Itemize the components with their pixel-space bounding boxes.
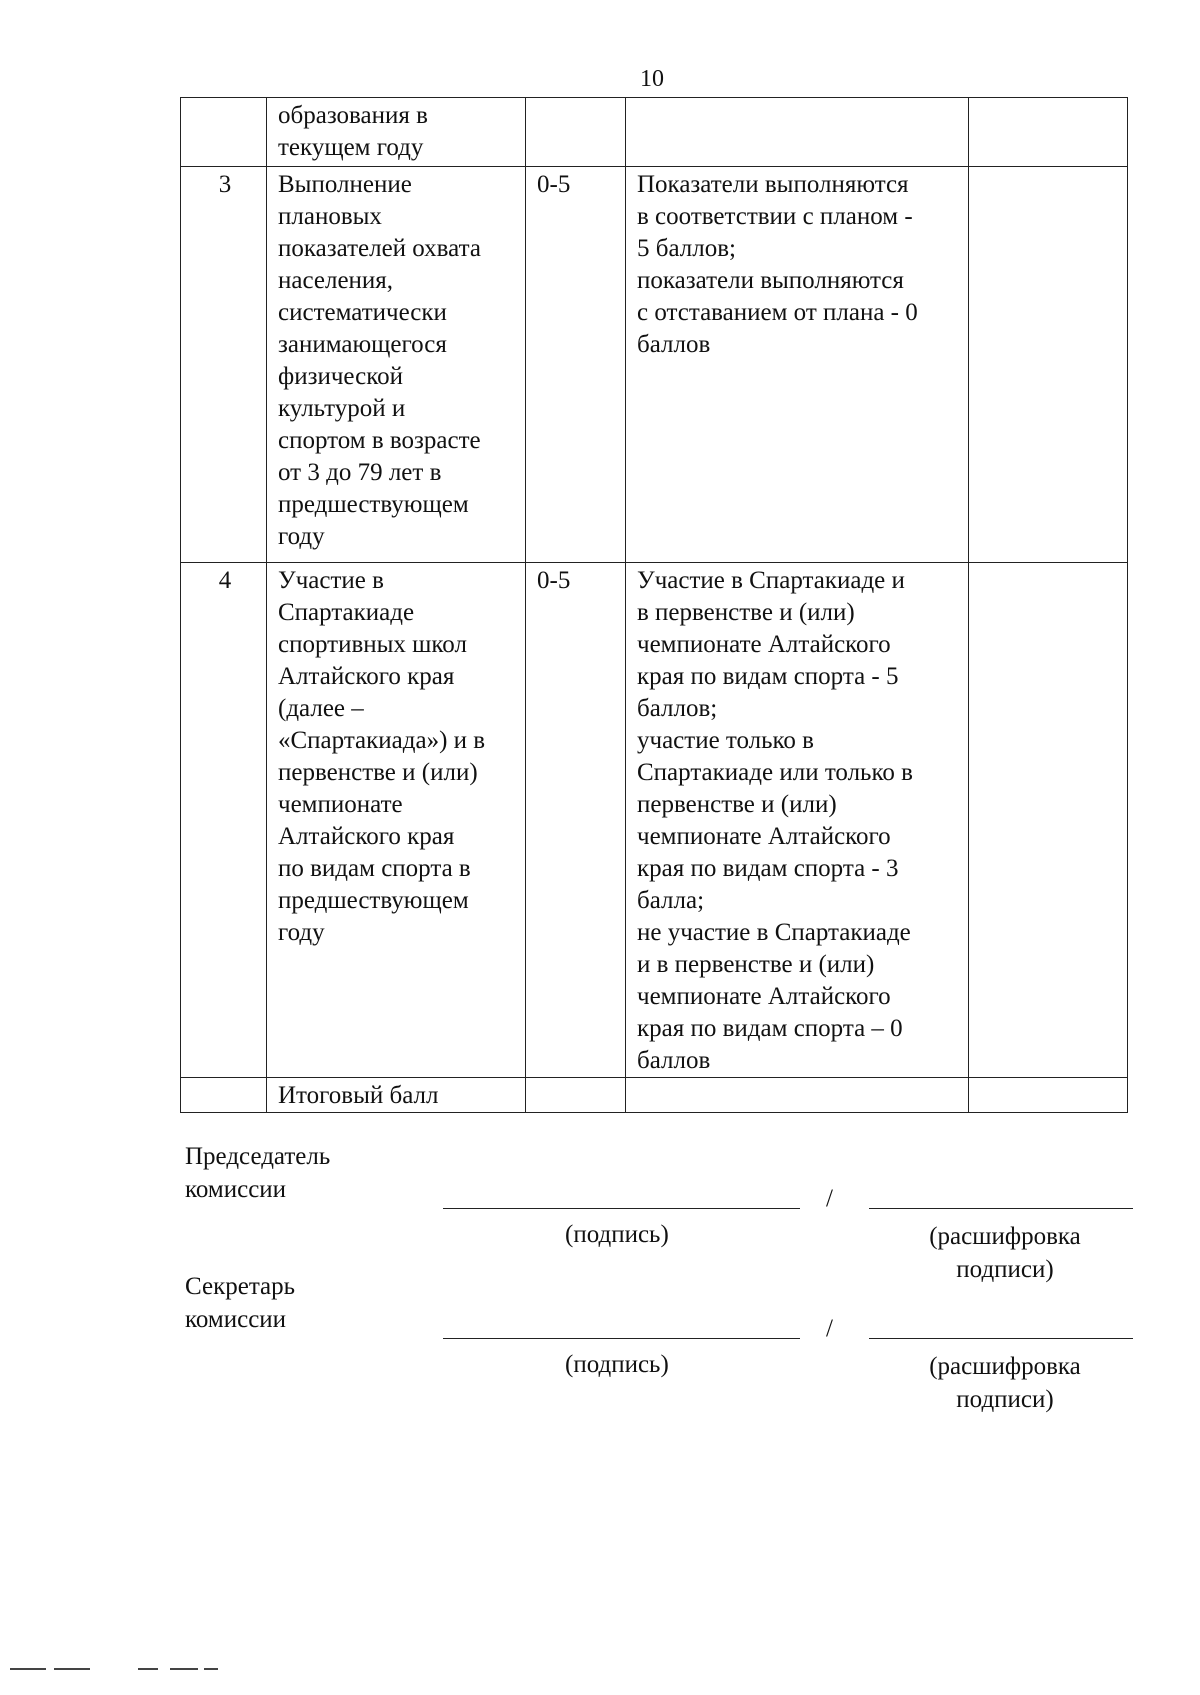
- signature-caption: (подпись): [565, 1221, 669, 1248]
- text-line: Спартакиаде или только в: [637, 759, 913, 786]
- criterion-name: [267, 563, 526, 1078]
- text-line: показатели выполняются: [637, 267, 904, 294]
- text-line: баллов;: [637, 695, 718, 722]
- signature-line: [443, 1338, 800, 1339]
- text-line: первенстве и (или): [278, 759, 478, 786]
- criterion-name: [267, 167, 526, 563]
- signer-role: [185, 1140, 405, 1206]
- text-line: предшествующем: [278, 887, 469, 914]
- text-line: чемпионате: [278, 791, 403, 818]
- text-line: Показатели выполняются: [637, 171, 909, 198]
- signature-block-chairman: [185, 1140, 1135, 1283]
- text-line: Выполнение: [278, 171, 412, 198]
- text-line: и в первенстве и (или): [637, 951, 875, 978]
- text-line: баллов: [637, 331, 711, 358]
- text-line: в соответствии с планом -: [637, 203, 913, 230]
- scoring-rule: [626, 1078, 969, 1113]
- signature-block-secretary: [185, 1270, 1135, 1413]
- score-cell: [969, 98, 1128, 167]
- scan-mark: [170, 1668, 198, 1670]
- text-line: Участие в Спартакиаде и: [637, 567, 905, 594]
- text-line: балла;: [637, 887, 705, 914]
- text-line: не участие в Спартакиаде: [637, 919, 911, 946]
- text-line: (расшифровка: [929, 1223, 1081, 1250]
- text-line: показателей охвата: [278, 235, 481, 262]
- row-number: [181, 1078, 267, 1113]
- separator-slash: /: [826, 1185, 833, 1212]
- text-line: текущем году: [278, 134, 424, 161]
- text-line: в первенстве и (или): [637, 599, 855, 626]
- decoding-line: [869, 1208, 1133, 1209]
- score-cell: [969, 167, 1128, 563]
- text-line: предшествующем: [278, 491, 469, 518]
- text-line: спортом в возрасте: [278, 427, 481, 454]
- text-line: Алтайского края: [278, 663, 455, 690]
- signatures-section: [185, 1140, 1135, 1413]
- text-line: края по видам спорта - 3: [637, 855, 899, 882]
- text-line: (расшифровка: [929, 1353, 1081, 1380]
- decoding-line: [869, 1338, 1133, 1339]
- criterion-name: [267, 98, 526, 167]
- text-line: 5 баллов;: [637, 235, 736, 262]
- text-line: Алтайского края: [278, 823, 455, 850]
- text-line: первенстве и (или): [637, 791, 837, 818]
- text-line: чемпионате Алтайского: [637, 631, 891, 658]
- text-line: участие только в: [637, 727, 814, 754]
- text-line: с отставанием от плана - 0: [637, 299, 918, 326]
- text-line: Председатель: [185, 1143, 331, 1170]
- table-row-3: [181, 167, 1128, 563]
- text-line: подписи): [956, 1386, 1054, 1413]
- text-line: подписи): [956, 1256, 1054, 1283]
- text-line: занимающегося: [278, 331, 447, 358]
- text-line: комиссии: [185, 1176, 287, 1203]
- scoring-rule: [626, 563, 969, 1078]
- signature-caption: (подпись): [565, 1351, 669, 1378]
- text-line: населения,: [278, 267, 394, 294]
- decoding-caption: [910, 1350, 1100, 1416]
- score-table: [180, 97, 1128, 1113]
- text-line: по видам спорта в: [278, 855, 471, 882]
- separator-slash: /: [826, 1315, 833, 1342]
- scan-mark: [10, 1668, 46, 1670]
- text-line: спортивных школ: [278, 631, 467, 658]
- signer-role: [185, 1270, 405, 1336]
- table-row-4: [181, 563, 1128, 1078]
- text-line: от 3 до 79 лет в: [278, 459, 442, 486]
- text-line: году: [278, 523, 325, 550]
- text-line: (далее –: [278, 695, 364, 722]
- text-line: Участие в: [278, 567, 384, 594]
- text-line: края по видам спорта – 0: [637, 1015, 903, 1042]
- text-line: Секретарь: [185, 1273, 296, 1300]
- text-line: культурой и: [278, 395, 406, 422]
- text-line: баллов: [637, 1047, 711, 1074]
- scan-mark: [54, 1668, 90, 1670]
- text-line: образования в: [278, 102, 428, 129]
- text-line: чемпионате Алтайского: [637, 823, 891, 850]
- text-line: края по видам спорта - 5: [637, 663, 899, 690]
- table-row-total: [181, 1078, 1128, 1113]
- text-line: систематически: [278, 299, 447, 326]
- text-line: плановых: [278, 203, 382, 230]
- scoring-rule: [626, 167, 969, 563]
- score-range: [526, 1078, 626, 1113]
- row-number: 3: [181, 167, 267, 563]
- total-label: Итоговый балл: [267, 1078, 526, 1113]
- text-line: Спартакиаде: [278, 599, 415, 626]
- page-number: 10: [640, 66, 664, 92]
- text-line: чемпионате Алтайского: [637, 983, 891, 1010]
- text-line: «Спартакиада») и в: [278, 727, 486, 754]
- score-range: [526, 98, 626, 167]
- text-line: году: [278, 919, 325, 946]
- row-number: 4: [181, 563, 267, 1078]
- scan-artifact-marks: [10, 1668, 220, 1674]
- signature-line: [443, 1208, 800, 1209]
- text-line: комиссии: [185, 1306, 287, 1333]
- score-range: 0-5: [526, 563, 626, 1078]
- scan-mark: [138, 1668, 158, 1670]
- score-range: 0-5: [526, 167, 626, 563]
- row-number: [181, 98, 267, 167]
- scoring-rule: [626, 98, 969, 167]
- scan-mark: [204, 1668, 218, 1670]
- total-score-cell: [969, 1078, 1128, 1113]
- text-line: физической: [278, 363, 403, 390]
- table-row-continuation: [181, 98, 1128, 167]
- score-cell: [969, 563, 1128, 1078]
